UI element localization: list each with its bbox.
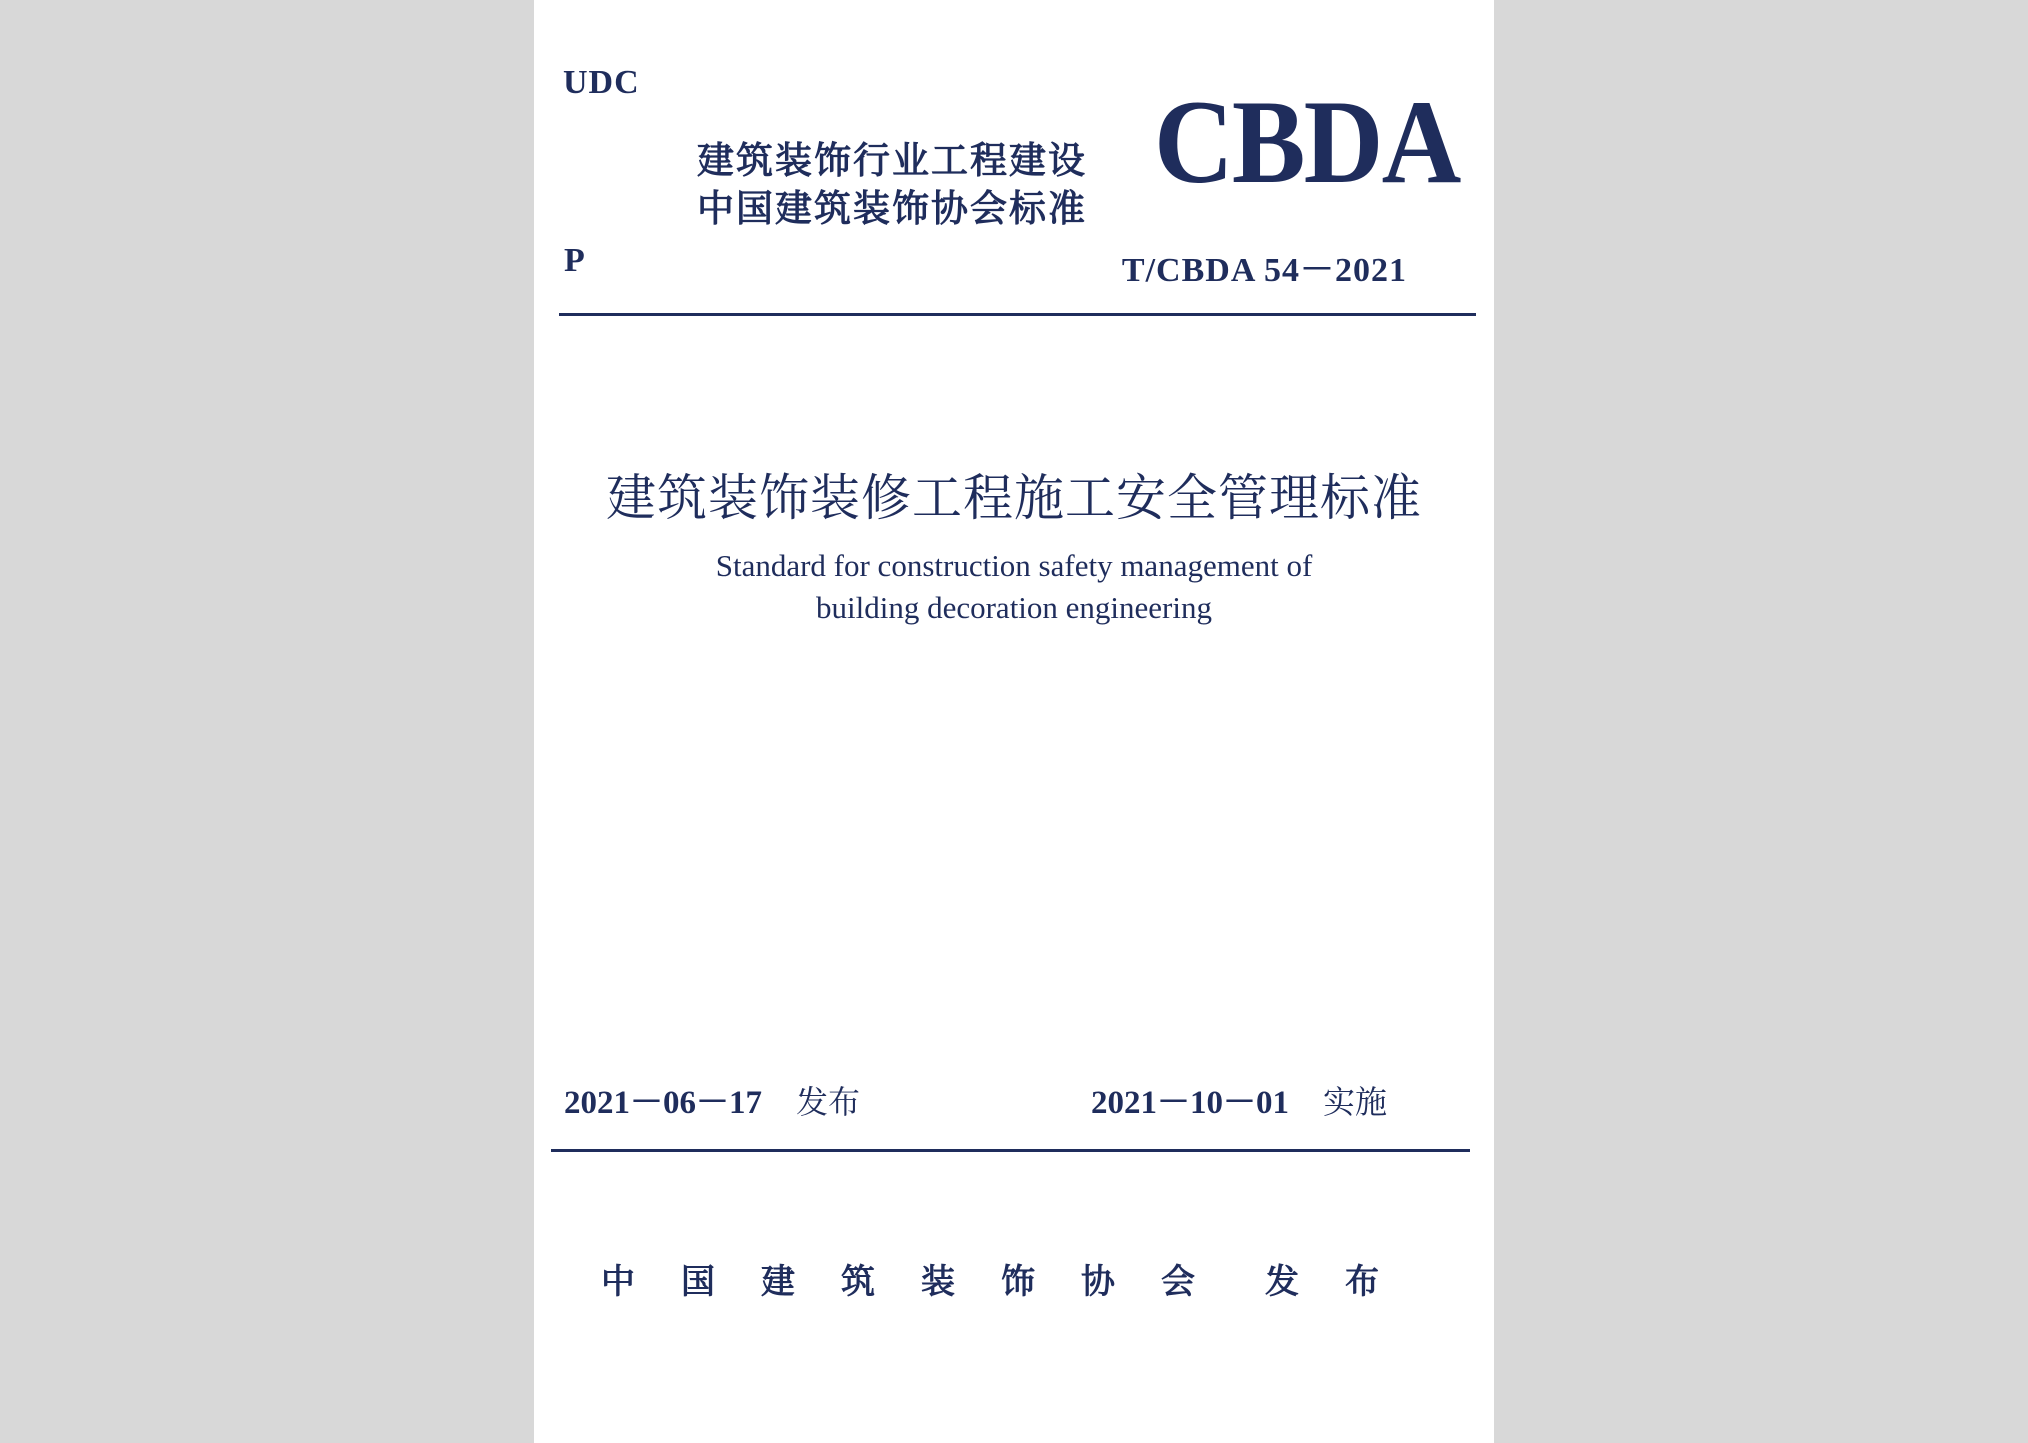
effective-date-block bbox=[1091, 1076, 1387, 1123]
effective-date: 2021－10－01 bbox=[1091, 1085, 1289, 1121]
cbda-logo: CBDA bbox=[1154, 75, 1460, 208]
cover-page bbox=[534, 0, 1494, 1443]
issue-label: 发布 bbox=[796, 1083, 861, 1121]
publisher-action: 发布 bbox=[1265, 1262, 1425, 1302]
issue-date-block bbox=[564, 1076, 860, 1123]
top-divider bbox=[559, 313, 1476, 316]
issue-date: 2021－06－17 bbox=[564, 1085, 762, 1121]
udc-label: UDC bbox=[563, 64, 640, 101]
publisher-line bbox=[601, 1254, 1425, 1303]
standard-number: T/CBDA 54－2021 bbox=[1121, 252, 1407, 289]
publisher-name: 中国建筑装饰协会 bbox=[601, 1262, 1241, 1302]
header-line-industry: 建筑装饰行业工程建设 bbox=[697, 139, 1087, 182]
effective-label: 实施 bbox=[1323, 1083, 1388, 1121]
title-english-line1: Standard for construction safety management of bbox=[715, 548, 1313, 583]
category-label: P bbox=[564, 242, 585, 279]
title-english-line2: building decoration engineering bbox=[816, 590, 1212, 625]
title-chinese: 建筑装饰装修工程施工安全管理标准 bbox=[606, 470, 1422, 526]
header-line-association: 中国建筑装饰协会标准 bbox=[697, 187, 1087, 230]
bottom-divider bbox=[551, 1149, 1470, 1152]
